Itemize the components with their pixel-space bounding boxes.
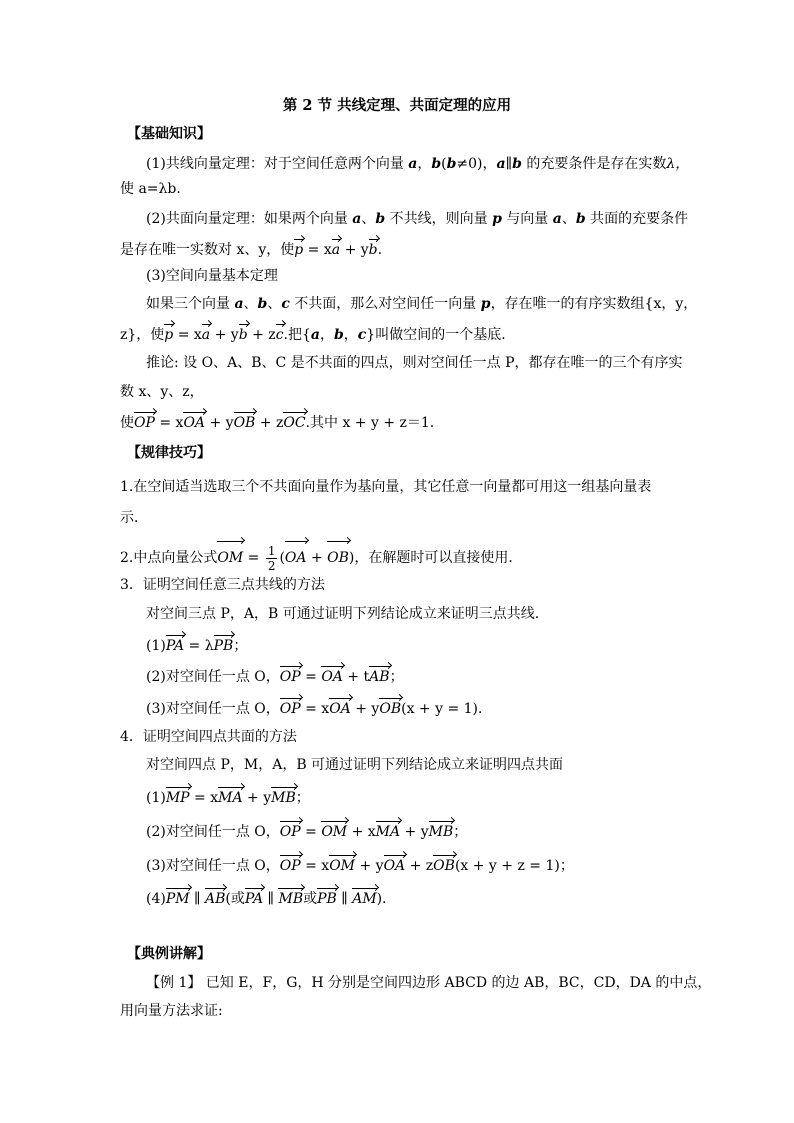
text-run: + z xyxy=(255,415,284,431)
math-variable: c xyxy=(357,327,367,343)
vector-symbol: OA xyxy=(329,697,351,719)
tips-t2 xyxy=(120,540,522,574)
text-run: ( xyxy=(279,550,285,566)
text-run: = x xyxy=(303,242,332,258)
math-variable: a xyxy=(234,296,244,312)
text-run: .把{ xyxy=(283,327,311,343)
basics-p3: (3)空间向量基本定理 xyxy=(146,268,278,284)
text-run: 的充要条件是存在实数 xyxy=(521,156,667,172)
text-run: z}，使 xyxy=(120,327,165,343)
basics-p1-line2: 使 a=λb. xyxy=(120,181,181,197)
text-run: = x xyxy=(300,858,330,874)
text-run: + y xyxy=(350,701,380,717)
math-variable: b xyxy=(333,327,344,343)
math-variable: λ， xyxy=(666,156,690,172)
text-run: 或 xyxy=(303,891,318,907)
vector-symbol: b xyxy=(239,323,248,345)
text-run: + z xyxy=(247,327,276,343)
vector-symbol: OB xyxy=(327,540,349,574)
text-run: + y xyxy=(205,415,234,431)
tips-t3-item2 xyxy=(146,665,404,687)
examples-heading: 【典例讲解】 xyxy=(127,946,211,962)
basics-p5-line2: 数 x、y、z， xyxy=(120,384,204,400)
text-run: ， xyxy=(343,327,358,343)
text-run: (或 xyxy=(225,891,245,907)
text-run: (x + y = 1)． xyxy=(401,701,493,717)
text-run: ； xyxy=(233,638,248,654)
vector-symbol: a xyxy=(332,238,340,260)
text-run: 1 xyxy=(267,543,276,558)
text-run: ∥ xyxy=(263,891,279,907)
text-run: 共面的充要条件 xyxy=(585,211,689,227)
vector-symbol: OM xyxy=(329,854,355,876)
text-run: + y xyxy=(242,790,272,806)
text-run: (2)对空间任一点 O， xyxy=(146,824,280,840)
vector-symbol: a xyxy=(202,323,210,345)
vector-symbol: OA xyxy=(183,411,205,433)
text-run: ( xyxy=(441,156,447,172)
math-variable: a xyxy=(310,327,320,343)
text-run: = xyxy=(300,824,322,840)
vector-symbol: PM xyxy=(166,887,190,909)
text-run: = xyxy=(243,550,264,566)
vector-symbol: OP xyxy=(280,665,301,687)
basics-heading: 【基础知识】 xyxy=(127,126,211,142)
text-run: + y xyxy=(210,327,239,343)
text-run: ； xyxy=(295,790,310,806)
tips-t4-item2 xyxy=(146,820,467,842)
text-run: + x xyxy=(347,824,376,840)
vector-symbol: OA xyxy=(285,540,307,574)
vector-symbol: MB xyxy=(429,820,454,842)
text-run: = λ xyxy=(184,638,214,654)
math-variable: b xyxy=(431,156,442,172)
text-run: }叫做空间的一个基底． xyxy=(366,327,516,343)
text-run: + y xyxy=(355,858,384,874)
text-run: + xyxy=(306,550,328,566)
math-variable: c xyxy=(281,296,290,312)
text-run: (1) xyxy=(146,790,166,806)
basics-p4-line2 xyxy=(120,323,515,345)
text-run: 不共线，则向量 xyxy=(385,211,493,227)
math-variable: p xyxy=(480,296,491,312)
text-run: (1)共线向量定理：对于空间任意两个向量 xyxy=(146,156,409,172)
vector-symbol: PA xyxy=(245,887,263,909)
vector-symbol: p xyxy=(164,323,173,345)
vector-symbol: AB xyxy=(369,665,389,687)
math-variable: a xyxy=(352,211,362,227)
math-variable: b xyxy=(512,156,522,172)
text-run: ，存在唯一的有序实数组{x，y， xyxy=(490,296,698,312)
text-run: ， xyxy=(319,327,334,343)
text-run: + y xyxy=(400,824,429,840)
text-run: 、 xyxy=(361,211,376,227)
vector-symbol: OA xyxy=(384,854,406,876)
text-run: + y xyxy=(340,242,369,258)
vector-symbol: AM xyxy=(352,887,376,909)
tips-heading: 【规律技巧】 xyxy=(127,445,211,461)
math-variable: p xyxy=(492,211,502,227)
text-run: ∥ xyxy=(336,891,353,907)
text-run: (2)对空间任一点 O， xyxy=(146,669,280,685)
tips-t4-item3 xyxy=(146,854,574,876)
text-run: 与向量 xyxy=(501,211,553,227)
tips-t3-item1 xyxy=(146,634,247,656)
text-run: .其中 x + y + z＝1. xyxy=(305,415,435,431)
text-run: 2.中点向量公式 xyxy=(120,550,218,566)
vector-symbol: PA xyxy=(166,634,184,656)
fraction-one-half xyxy=(266,544,278,573)
math-variable: b xyxy=(375,211,386,227)
vector-symbol: PB xyxy=(317,887,337,909)
tips-t3-intro: 对空间三点 P，A，B 可通过证明下列结论成立来证明三点共线. xyxy=(146,606,540,622)
vector-symbol: OB xyxy=(234,411,256,433)
tips-t4-heading: 4．证明空间四点共面的方法 xyxy=(120,729,297,745)
text-run: ； xyxy=(453,824,468,840)
vector-symbol: OP xyxy=(280,854,301,876)
tips-t1-line2: 示． xyxy=(120,510,148,526)
basics-p4-line1 xyxy=(146,294,697,314)
basics-p1-line1 xyxy=(146,154,689,174)
math-variable: b xyxy=(257,296,268,312)
math-variable: a xyxy=(408,156,418,172)
text-run: 如果三个向量 xyxy=(146,296,235,312)
section-title: 第 2 节 共线定理、共面定理的应用 xyxy=(282,97,512,114)
text-run: (3)对空间任一点 O， xyxy=(146,858,280,874)
text-run: = xyxy=(300,669,322,685)
vector-symbol: PB xyxy=(214,634,234,656)
vector-symbol: MP xyxy=(166,786,190,808)
text-run: (1) xyxy=(146,638,166,654)
basics-p2-line1 xyxy=(146,209,688,229)
tips-t4-item4 xyxy=(146,887,396,909)
text-run: ≠0)， xyxy=(456,156,497,172)
text-run: 不共面，那么对空间任一向量 xyxy=(289,296,481,312)
text-run: 、 xyxy=(243,296,258,312)
text-run: 是存在唯一实数对 x、y，使 xyxy=(120,242,295,258)
text-run: (x + y + z = 1)； xyxy=(454,858,574,874)
text-run: ， xyxy=(417,156,432,172)
vector-symbol: OB xyxy=(433,854,455,876)
math-variable: b xyxy=(575,211,586,227)
vector-symbol: AB xyxy=(205,887,225,909)
math-variable: b xyxy=(446,156,457,172)
basics-p5-line3 xyxy=(120,411,434,433)
vector-symbol: OP xyxy=(134,411,155,433)
vector-symbol: OB xyxy=(379,697,401,719)
text-run: 使 xyxy=(120,415,134,431)
text-run: ； xyxy=(389,669,404,685)
vector-symbol: OP xyxy=(280,697,301,719)
vector-symbol: MA xyxy=(376,820,400,842)
example1-line2: 用向量方法求证: xyxy=(120,1003,223,1019)
tips-t1-line1: 1.在空间适当选取三个不共面向量作为基向量，其它任意一向量都可用这一组基向量表 xyxy=(120,479,652,495)
basics-p2-line2 xyxy=(120,238,382,260)
vector-symbol: OC xyxy=(283,411,305,433)
basics-p5-line1: 推论: 设 O、A、B、C 是不共面的四点，则对空间任一点 P，都存在唯一的三个有序实 xyxy=(146,355,683,371)
text-run: . xyxy=(377,242,383,258)
text-run: = x xyxy=(189,790,219,806)
text-run: + t xyxy=(342,669,370,685)
text-run: = x xyxy=(300,701,330,717)
vector-symbol: MA xyxy=(218,786,242,808)
text-run: = x xyxy=(173,327,202,343)
text-run: (4) xyxy=(146,891,166,907)
vector-symbol: b xyxy=(369,238,378,260)
vector-symbol: c xyxy=(276,323,284,345)
tips-t4-intro: 对空间四点 P，M，A，B 可通过证明下列结论成立来证明四点共面 xyxy=(146,757,564,773)
tips-t4-item1 xyxy=(146,786,310,808)
text-run: (2)共面向量定理：如果两个向量 xyxy=(146,211,353,227)
math-variable: a xyxy=(552,211,562,227)
vector-symbol: p xyxy=(294,238,303,260)
text-run: 2 xyxy=(267,558,276,573)
text-run: 、 xyxy=(561,211,576,227)
vector-symbol: MB xyxy=(271,786,296,808)
vector-symbol: OM xyxy=(321,820,347,842)
example1-line1: 【例 1】 已知 E，F，G，H 分别是空间四边形 ABCD 的边 AB，BC，CD，DA 的中点， xyxy=(146,975,712,991)
text-run: = x xyxy=(154,415,184,431)
text-run: (3)对空间任一点 O， xyxy=(146,701,280,717)
text-run: )． xyxy=(376,891,397,907)
tips-t3-item3 xyxy=(146,697,492,719)
vector-symbol: OM xyxy=(217,540,243,574)
tips-t3-heading: 3．证明空间任意三点共线的方法 xyxy=(120,577,325,593)
text-run: ∥ xyxy=(189,891,205,907)
vector-symbol: OA xyxy=(321,665,343,687)
text-run: ∥ xyxy=(505,156,513,172)
vector-symbol: MB xyxy=(278,887,303,909)
text-run: + z xyxy=(405,858,434,874)
text-run: 、 xyxy=(267,296,282,312)
math-variable: a xyxy=(496,156,506,172)
text-run: )，在解题时可以直接使用． xyxy=(348,550,523,566)
vector-symbol: OP xyxy=(280,820,301,842)
